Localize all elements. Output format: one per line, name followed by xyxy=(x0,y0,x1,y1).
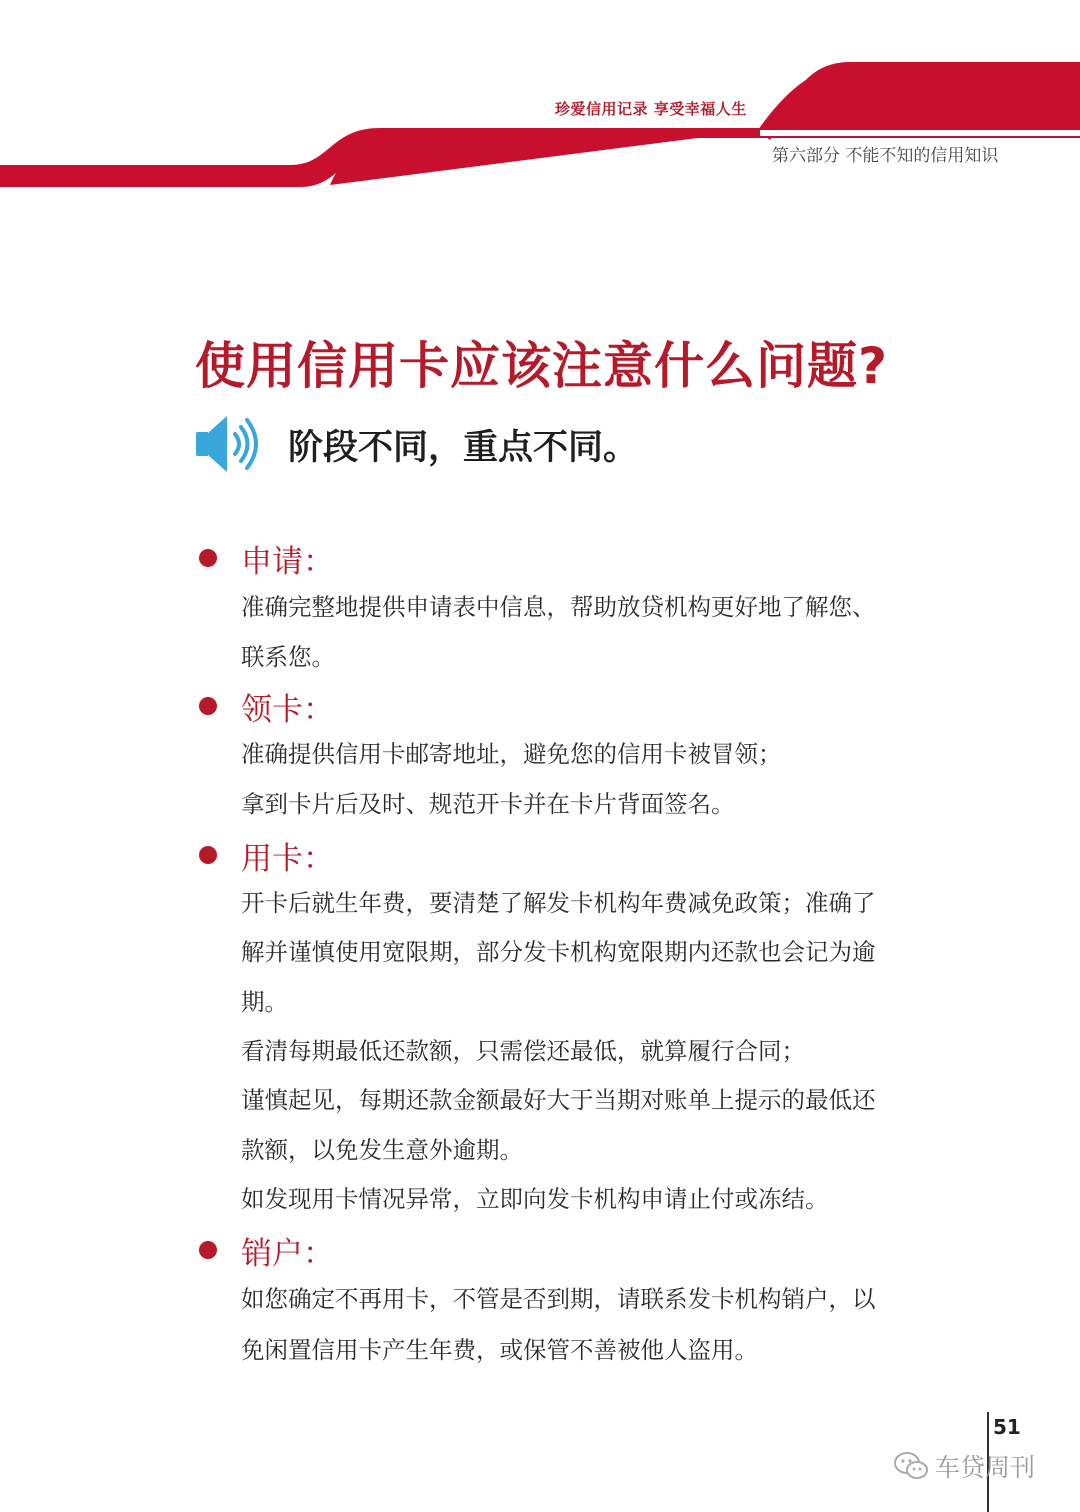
speaker-icon xyxy=(193,412,265,476)
section-line: 如发现用卡情况异常，立即向发卡机构申请止付或冻结。 xyxy=(241,1185,829,1213)
watermark-text: 车贷周刊 xyxy=(935,1453,1036,1482)
section-line: 拿到卡片后及时、规范开卡并在卡片背面签名。 xyxy=(241,790,735,818)
watermark xyxy=(893,1448,1035,1484)
wechat-icon xyxy=(893,1451,929,1481)
header-wave xyxy=(0,0,1080,200)
bullet-dot xyxy=(199,549,217,567)
section-line: 准确提供信用卡邮寄地址，避免您的信用卡被冒领； xyxy=(241,740,782,768)
section-line: 谨慎起见，每期还款金额最好大于当期对账单上提示的最低还 xyxy=(241,1086,876,1114)
bullet-dot xyxy=(199,1241,217,1259)
section-line: 款额，以免发生意外逾期。 xyxy=(241,1136,523,1164)
section-line: 联系您。 xyxy=(241,643,335,671)
section-line: 开卡后就生年费，要清楚了解发卡机构年费减免政策；准确了 xyxy=(241,889,876,917)
section-heading-close: 销户： xyxy=(241,1236,334,1272)
section-heading-use: 用卡： xyxy=(241,841,334,877)
subtitle: 阶段不同，重点不同。 xyxy=(288,428,639,468)
section-line: 准确完整地提供申请表中信息，帮助放贷机构更好地了解您、 xyxy=(241,593,876,621)
section-heading-apply: 申请： xyxy=(241,544,334,580)
section-line: 期。 xyxy=(241,988,288,1016)
section-line: 看清每期最低还款额，只需偿还最低，就算履行合同； xyxy=(241,1037,805,1065)
page-title: 使用信用卡应该注意什么问题? xyxy=(195,337,889,395)
section-line: 免闲置信用卡产生年费，或保管不善被他人盗用。 xyxy=(241,1336,758,1364)
bullet-dot xyxy=(199,697,217,715)
page-number: 51 xyxy=(993,1415,1021,1439)
header-slogan: 珍爱信用记录 享受幸福人生 xyxy=(555,100,747,118)
section-line: 解并谨慎使用宽限期，部分发卡机构宽限期内还款也会记为逾 xyxy=(241,938,876,966)
section-label: 第六部分 不能不知的信用知识 xyxy=(772,146,999,166)
section-line: 如您确定不再用卡，不管是否到期，请联系发卡机构销户，以 xyxy=(241,1285,876,1313)
bullet-dot xyxy=(199,846,217,864)
section-heading-receive: 领卡： xyxy=(241,692,334,728)
